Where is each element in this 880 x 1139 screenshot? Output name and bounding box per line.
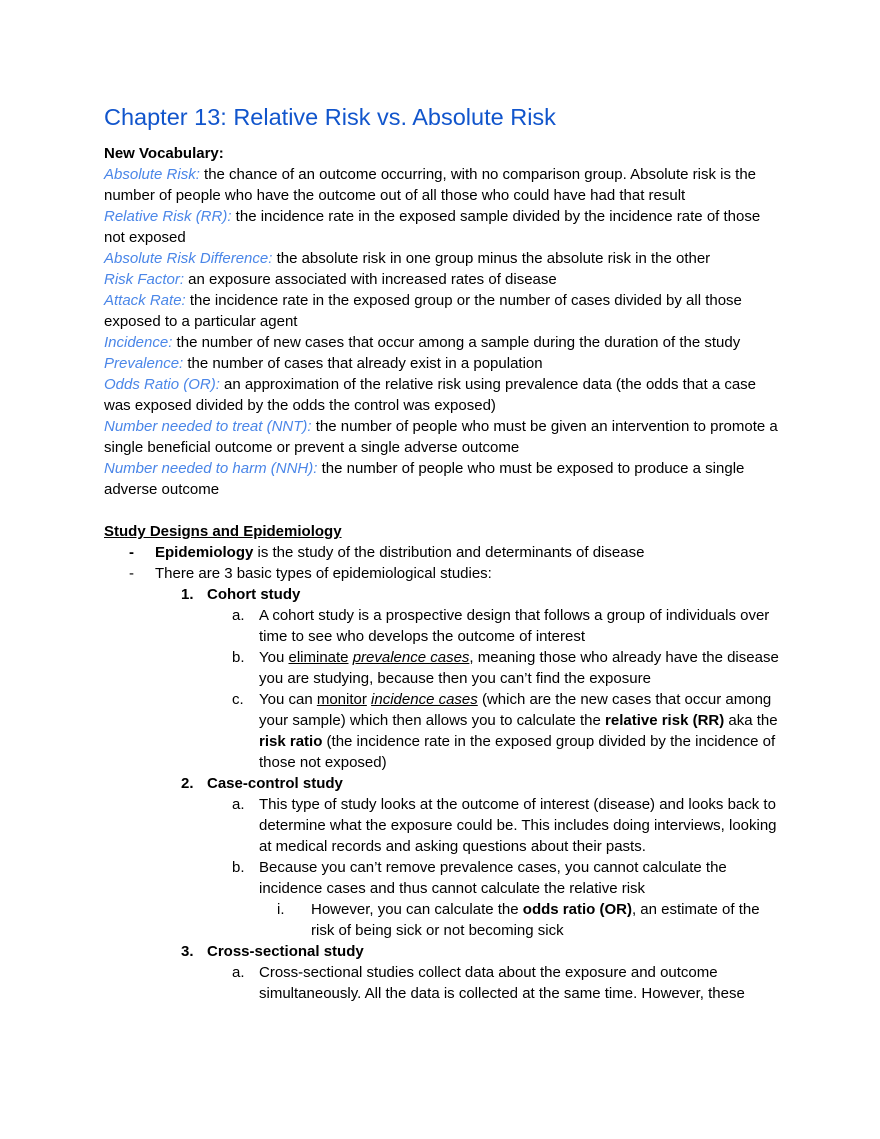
case-control-item-a-text: This type of study looks at the outcome of interest (disease) and looks back to determine what the exposure could be. This includes doing interviews, looking at medical records and asking questions about their pasts. xyxy=(259,796,777,855)
underlined-text: monitor xyxy=(316,691,367,708)
vocab-list xyxy=(104,164,784,500)
vocab-item xyxy=(104,269,784,290)
document-page xyxy=(104,102,784,1004)
text-run: (which are the new cases that occur among your sample) which then allows you to calculate the xyxy=(259,691,772,729)
text-run: , meaning those who already have the disease you are studying, because then you can’t find the exposure xyxy=(259,649,779,687)
vocab-term: Incidence: xyxy=(104,334,173,351)
vocab-item xyxy=(104,206,784,248)
vocab-term: Prevalence: xyxy=(104,355,184,372)
list-item-epidemiology xyxy=(104,542,784,563)
dash-marker: - xyxy=(129,544,134,561)
epidemiology-list xyxy=(104,542,784,584)
case-control-item-i xyxy=(104,899,784,941)
vocab-term: Absolute Risk: xyxy=(104,166,200,183)
italic-underlined-text: incidence cases xyxy=(371,691,478,708)
case-control-item-b xyxy=(104,857,784,899)
vocab-term: Attack Rate: xyxy=(104,292,186,309)
vocab-item xyxy=(104,416,784,458)
vocab-item xyxy=(104,353,784,374)
text-run: aka the xyxy=(724,712,778,729)
text-run: You can xyxy=(259,691,317,708)
cohort-item-b xyxy=(104,647,784,689)
vocab-definition: the absolute risk in one group minus the absolute risk in the other xyxy=(272,250,711,267)
page-title: Chapter 13: Relative Risk vs. Absolute Risk xyxy=(104,104,556,130)
vocab-term: Number needed to harm (NNH): xyxy=(104,460,318,477)
vocab-definition: an approximation of the relative risk using prevalence data (the odds that a case was exposed divided by the odds the control was exposed) xyxy=(104,376,757,414)
cross-sectional-item-a-text: Cross-sectional studies collect data about the exposure and outcome simultaneously. All the data is collected at the same time. However, these xyxy=(259,964,745,1002)
cohort-item-a xyxy=(104,605,784,647)
vocab-item xyxy=(104,248,784,269)
text-run: (the incidence rate in the exposed group divided by the incidence of those not exposed) xyxy=(259,733,776,771)
vocab-definition: the incidence rate in the exposed sample divided by the incidence rate of those not exposed xyxy=(104,208,761,246)
cross-sectional-study-item xyxy=(104,941,784,962)
epidemiology-term: Epidemiology xyxy=(155,544,254,561)
text-run: You xyxy=(259,649,289,666)
number-marker: 2. xyxy=(181,775,194,792)
letter-marker: a. xyxy=(232,964,245,981)
vocab-term: Risk Factor: xyxy=(104,271,185,288)
list-item-study-types xyxy=(104,563,784,584)
text-run: , an estimate of the risk of being sick or not becoming sick xyxy=(311,901,760,939)
number-marker: 3. xyxy=(181,943,194,960)
study-types-text: There are 3 basic types of epidemiological studies: xyxy=(155,565,492,582)
case-control-study-item xyxy=(104,773,784,794)
cross-sectional-item-a xyxy=(104,962,784,1004)
vocab-term: Number needed to treat (NNT): xyxy=(104,418,312,435)
section-heading: Study Designs and Epidemiology xyxy=(104,523,342,540)
vocab-item xyxy=(104,290,784,332)
vocab-heading: New Vocabulary: xyxy=(104,145,224,162)
vocab-definition: the chance of an outcome occurring, with no comparison group. Absolute risk is the number of people who have the outcome out of all those who could have had that result xyxy=(104,166,757,204)
letter-marker: b. xyxy=(232,859,245,876)
vocab-definition: the number of cases that already exist in a population xyxy=(183,355,543,372)
cohort-item-a-text: A cohort study is a prospective design that follows a group of individuals over time to see who develops the outcome of interest xyxy=(259,607,770,645)
case-control-item-b-text: Because you can’t remove prevalence cases, you cannot calculate the incidence cases and thus cannot calculate the relative risk xyxy=(259,859,727,897)
number-marker: 1. xyxy=(181,586,194,603)
vocab-term: Odds Ratio (OR): xyxy=(104,376,220,393)
cohort-study-label: Cohort study xyxy=(207,586,301,603)
cohort-item-c xyxy=(104,689,784,773)
letter-marker: b. xyxy=(232,649,245,666)
vocab-term: Relative Risk (RR): xyxy=(104,208,232,225)
bold-text: relative risk (RR) xyxy=(605,712,725,729)
cohort-study-item xyxy=(104,584,784,605)
vocab-definition: the number of people who must be given an intervention to promote a single beneficial outcome or prevent a single adverse outcome xyxy=(104,418,778,456)
roman-marker: i. xyxy=(277,901,285,918)
letter-marker: a. xyxy=(232,607,245,624)
text-run: However, you can calculate the xyxy=(311,901,523,918)
bold-text: odds ratio (OR) xyxy=(522,901,632,918)
epidemiology-definition: is the study of the distribution and determinants of disease xyxy=(253,544,645,561)
case-control-item-a xyxy=(104,794,784,857)
vocab-item xyxy=(104,458,784,500)
bold-text: risk ratio xyxy=(259,733,323,750)
vocab-definition: the number of new cases that occur among a sample during the duration of the study xyxy=(172,334,741,351)
letter-marker: a. xyxy=(232,796,245,813)
vocab-item xyxy=(104,374,784,416)
dash-marker: - xyxy=(129,565,134,582)
italic-underlined-text: prevalence cases xyxy=(352,649,470,666)
cross-sectional-study-label: Cross-sectional study xyxy=(207,943,364,960)
vocab-item xyxy=(104,164,784,206)
vocab-definition: the number of people who must be exposed to produce a single adverse outcome xyxy=(104,460,745,498)
vocab-definition: the incidence rate in the exposed group or the number of cases divided by all those exposed to a particular agent xyxy=(104,292,742,330)
letter-marker: c. xyxy=(232,691,244,708)
spacer xyxy=(104,500,784,521)
underlined-text: eliminate xyxy=(288,649,349,666)
vocab-term: Absolute Risk Difference: xyxy=(104,250,273,267)
case-control-study-label: Case-control study xyxy=(207,775,343,792)
vocab-definition: an exposure associated with increased rates of disease xyxy=(184,271,557,288)
vocab-item xyxy=(104,332,784,353)
